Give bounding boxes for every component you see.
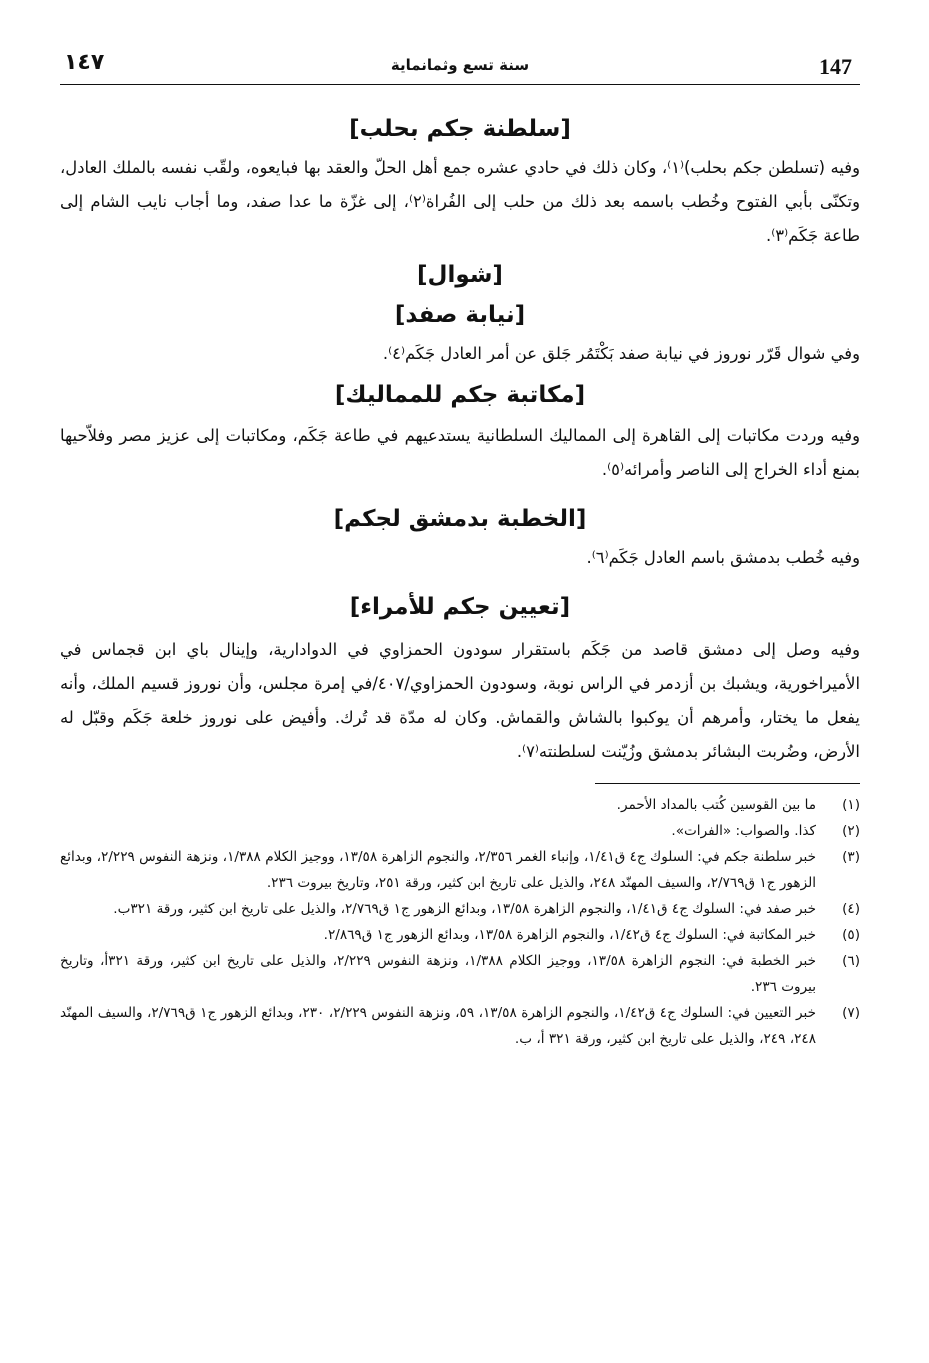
footnote-text: خبر الخطبة في: النجوم الزاهرة ١٣/٥٨، ووجيز الكلام ١/٣٨٨، ونزهة النفوس ٢/٢٢٩، والذيل على تاريخ ابن كثير، ورقة ٣٢١أ، وتاريخ بيروت ٢٣٦. — [60, 953, 816, 995]
footnote — [60, 844, 860, 896]
section-heading: [مكاتبة جكم للمماليك] — [334, 382, 586, 408]
footnote-text: كذا. والصواب: «الفرات». — [671, 823, 816, 839]
footnote-number: (٤) — [842, 901, 860, 917]
section-paragraph: وفيه وصل إلى دمشق قاصد من جَكَم باستقرار سودون الحمزاوي في الدوادارية، وإينال باي ابن قجماس في الأميراخورية، ويشبك بن أزدمر في الراس نوبة، وسودون الحمزاوي/٤٠٧/في إمرة مجلس، وأن نوروز قسيم الملك، وأنه يفعل ما يختار، وأمرهم أن يوكبوا بالشاش والقماش. وكان له مدّة قد تُرك. وأفيض على نوروز خلعة جَكَم وقبّل له الأرض، وضُربت البشائر بدمشق وزُيّنت لسلطنته⁽٧⁾. — [60, 640, 860, 761]
section-heading: [شوال] — [417, 262, 503, 288]
section-heading: [نيابة صفد] — [394, 302, 526, 328]
footnotes — [60, 792, 860, 1052]
footnote — [60, 896, 860, 922]
footnote — [60, 792, 860, 818]
section-heading: [الخطبة بدمشق لجكم] — [333, 506, 587, 532]
footnote-number: (٥) — [842, 927, 860, 943]
footnote — [60, 1000, 860, 1052]
footnote-text: خبر صفد في: السلوك ج٤ ق١/٤١، والنجوم الزاهرة ١٣/٥٨، وبدائع الزهور ج١ ق٢/٧٦٩، والذيل على تاريخ ابن كثير، ورقة ٣٢١ب. — [113, 901, 816, 917]
footnote — [60, 948, 860, 1000]
footnote-divider — [595, 783, 860, 784]
section-paragraph: وفيه وردت مكاتبات إلى القاهرة إلى المماليك السلطانية يستدعيهم في طاعة جَكَم، ومكاتبات إلى عزيز مصر وفلاّحيها بمنع أداء الخراج إلى الناصر وأمرائه⁽٥⁾. — [60, 426, 860, 479]
main-text — [60, 107, 860, 769]
section-paragraph: وفيه (تسلطن جكم بحلب)⁽١⁾، وكان ذلك في حادي عشره جمع أهل الحلّ والعقد بها فبايعوه، ولقّب نفسه بالملك العادل، وتكنّى بأبي الفتوح وخُطب باسمه بعد ذلك من حلب إلى الفُراة⁽٢⁾، إلى غزّة ما عدا صفد، وما أجاب نايب الشام إلى طاعة جَكَم⁽٣⁾. — [60, 158, 861, 245]
footnote-text: خبر سلطنة جكم في: السلوك ج٤ ق١/٤١، وإنباء الغمر ٢/٣٥٦، والنجوم الزاهرة ١٣/٥٨، ووجيز الكلام ١/٣٨٨، ونزهة النفوس ٢/٢٢٩، وبدائع الزهور ج١ ق٢/٧٦٩، والسيف المهنّد ٢٤٨، والذيل على تاريخ ابن كثير، ورقة ٢٥١، وتاريخ بيروت ٢٣٦. — [60, 849, 816, 891]
section-heading: [سلطنة جكم بحلب] — [349, 116, 571, 142]
section-paragraph: وفي شوال قَرّر نوروز في نيابة صفد بَكْتَمُر جَلق عن أمر العادل جَكَم⁽٤⁾. — [382, 344, 860, 363]
page-header — [60, 40, 860, 85]
page-number-latin: 147 — [819, 54, 852, 79]
footnote-number: (١) — [842, 797, 860, 813]
page-number-arabic: ١٤٧ — [64, 50, 105, 75]
footnote-text: ما بين القوسين كُتب بالمداد الأحمر. — [616, 797, 816, 813]
footnote-number: (٣) — [842, 849, 860, 865]
section-heading: [تعيين جكم للأمراء] — [349, 594, 571, 620]
book-page — [60, 40, 860, 1340]
footnote-text: خبر المكاتبة في: السلوك ج٤ ق١/٤٢، والنجوم الزاهرة ١٣/٥٨، وبدائع الزهور ج١ ق٢/٨٦٩. — [323, 927, 816, 943]
footnote-text: خبر التعيين في: السلوك ج٤ ق١/٤٢، والنجوم الزاهرة ١٣/٥٨، ٥٩، ونزهة النفوس ٢/٢٢٩، ٢٣٠، وبدائع الزهور ج١ ق٢/٧٦٩، والسيف المهنّد ٢٤٨، ٢٤٩، والذيل على تاريخ ابن كثير، ورقة ٣٢١ أ، ب. — [60, 1005, 816, 1047]
footnote-number: (٢) — [842, 823, 860, 839]
footnote-number: (٧) — [842, 1005, 860, 1021]
running-title: سنة تسع وثمانماية — [390, 56, 530, 74]
section-paragraph: وفيه خُطب بدمشق باسم العادل جَكَم⁽٦⁾. — [586, 548, 860, 567]
footnote — [60, 818, 860, 844]
footnote-number: (٦) — [842, 953, 860, 969]
footnote — [60, 922, 860, 948]
